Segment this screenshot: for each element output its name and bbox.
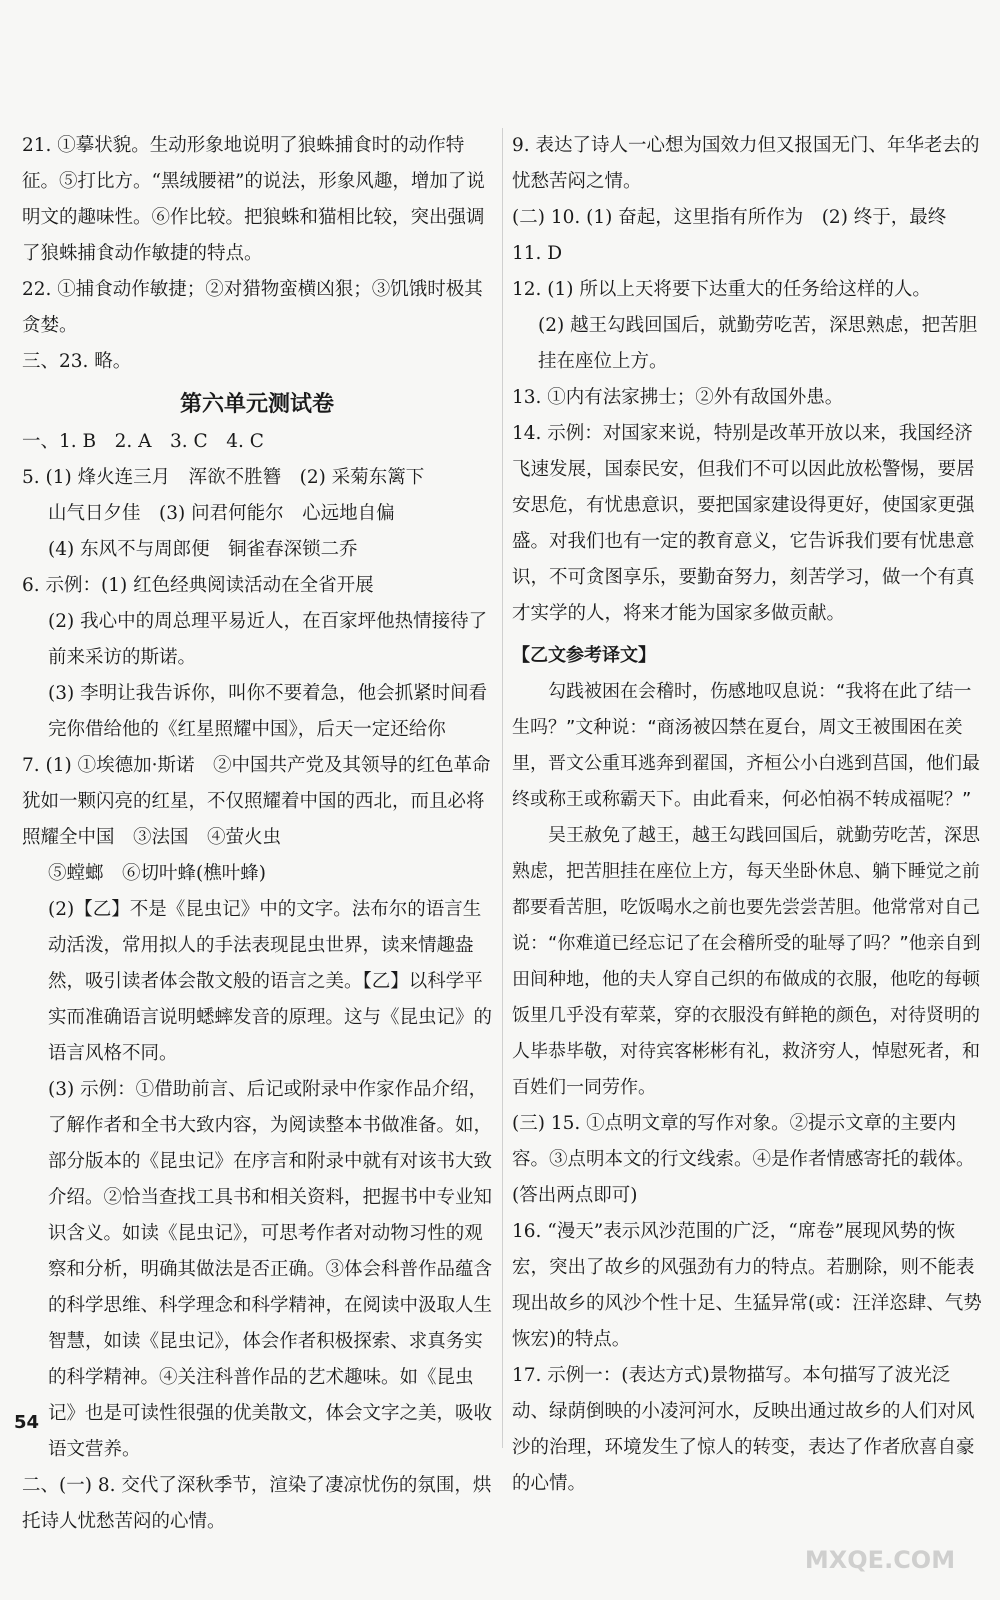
translation-paragraph-2: 吴王赦免了越王，越王勾践回国后，就勤劳吃苦，深思熟虑，把苦胆挂在座位上方，每天坐卧休息、躺下睡觉之前都要看苦胆，吃饭喝水之前也要先尝尝苦胆。他常常对自己说：“你难道已经忘记了在会稽所受的耻辱了吗？”他亲自到田间种地，他的夫人穿自己织的布做成的衣服，他吃的每顿饭里几乎没有荤菜，穿的衣服没有鲜艳的颜色，对待贤明的人毕恭毕敬，对待宾客彬彬有礼，救济穷人，悼慰死者，和百姓们一同劳作。	[512, 825, 981, 1098]
answer-7-1: 7. (1) ①埃德加·斯诺 ②中国共产党及其领导的红色革命犹如一颗闪亮的红星，不仅照耀着中国的西北，而且必将照耀全中国 ③法国 ④萤火虫	[22, 755, 491, 848]
watermark-logo	[780, 1490, 980, 1580]
answer-11: 11. D	[512, 243, 563, 264]
answer-15: (三) 15. ①点明文章的写作对象。②提示文章的主要内容。③点明本文的行文线索。④是作者情感寄托的载体。(答出两点即可)	[512, 1113, 975, 1206]
answer-14: 14. 示例：对国家来说，特别是改革开放以来，我国经济飞速发展，国泰民安，但我们不可以因此放松警惕，要居安思危，有忧患意识，要把国家建设得更好，使国家更强盛。对我们也有一定的教育意义，它告诉我们要有忧患意识，不可贪图享乐，要勤奋努力，刻苦学习，做一个有真才实学的人，将来才能为国家多做贡献。	[512, 423, 975, 624]
answer-8: 二、(一) 8. 交代了深秋季节，渲染了凄凉忧伤的氛围，烘托诗人忧愁苦闷的心情。	[22, 1475, 492, 1532]
answer-7-1b: ⑤螳螂 ⑥切叶蜂(樵叶蜂)	[48, 863, 266, 884]
answer-1-4: 一、1. B 2. A 3. C 4. C	[22, 431, 264, 452]
answer-7-2: (2)【乙】不是《昆虫记》中的文字。法布尔的语言生动活泼，常用拟人的手法表现昆虫世界，读来情趣盎然，吸引读者体会散文般的语言之美。【乙】以科学平实而准确语言说明蟋蟀发音的原理。这与《昆虫记》的语言风格不同。	[48, 899, 493, 1064]
left-column	[22, 128, 492, 1540]
answer-5-a: 5. (1) 烽火连三月 浑欲不胜簪 (2) 采菊东篱下	[22, 467, 425, 488]
answer-16: 16. “漫天”表示风沙范围的广泛，“席卷”展现风势的恢宏，突出了故乡的风强劲有力的特点。若删除，则不能表现出故乡的风沙个性十足、生猛异常(或：汪洋恣肆、气势恢宏)的特点。	[512, 1221, 982, 1350]
translation-paragraph-1: 勾践被困在会稽时，伤感地叹息说：“我将在此了结一生吗？”文种说：“商汤被囚禁在夏台，周文王被围困在羑里，晋文公重耳逃奔到翟国，齐桓公小白逃到莒国，他们最终或称王或称霸天下。由此看来，何必怕祸不转成福呢？”	[512, 681, 980, 810]
section-heading: 第六单元测试卷	[179, 391, 334, 417]
answer-9: 9. 表达了诗人一心想为国效力但又报国无门、年华老去的忧愁苦闷之情。	[512, 135, 980, 192]
answer-6-1: 6. 示例：(1) 红色经典阅读活动在全省开展	[22, 575, 374, 596]
column-divider	[502, 128, 503, 1448]
answer-7-3: (3) 示例：①借助前言、后记或附录中作家作品介绍，了解作者和全书大致内容，为阅读整本书做准备。如，部分版本的《昆虫记》在序言和附录中就有对该书大致介绍。②恰当查找工具书和相关资料，把握书中专业知识含义。如读《昆虫记》，可思考作者对动物习性的观察和分析，明确其做法是否正确。③体会科普作品蕴含的科学思维、科学理念和科学精神，在阅读中汲取人生智慧，如读《昆虫记》，体会作者积极探索、求真务实的科学精神。④关注科普作品的艺术趣味。如《昆虫记》也是可读性很强的优美散文，体会文字之美，吸收语文营养。	[48, 1079, 493, 1460]
answer-6-3: (3) 李明让我告诉你，叫你不要着急，他会抓紧时间看完你借给他的《红星照耀中国》，后天一定还给你	[48, 683, 488, 740]
answer-13: 13. ①内有法家拂士；②外有敌国外患。	[512, 387, 844, 408]
page-number: 54	[14, 1412, 40, 1433]
answer-5-c: (4) 东风不与周郎便 铜雀春深锁二乔	[48, 539, 358, 560]
answer-12-1: 12. (1) 所以上天将要下达重大的任务给这样的人。	[512, 279, 931, 300]
right-column	[512, 128, 982, 1502]
answer-17: 17. 示例一：(表达方式)景物描写。本句描写了波光泛动、绿荫倒映的小凌河河水，反映出通过故乡的人们对风沙的治理，环境发生了惊人的转变，表达了作者欣喜自豪的心情。	[512, 1365, 975, 1494]
watermark-text: MXQE.COM	[804, 1546, 956, 1574]
answer-23: 三、23. 略。	[22, 351, 132, 372]
answer-5-b: 山气日夕佳 (3) 问君何能尔 心远地自偏	[48, 503, 395, 524]
answer-22: 22. ①捕食动作敏捷；②对猎物蛮横凶狠；③饥饿时极其贪婪。	[22, 279, 483, 336]
answer-6-2: (2) 我心中的周总理平易近人，在百家坪他热情接待了前来采访的斯诺。	[48, 611, 488, 668]
translation-title: 【乙文参考译文】	[512, 645, 656, 666]
answer-12-2: (2) 越王勾践回国后，就勤劳吃苦，深思熟虑，把苦胆挂在座位上方。	[538, 315, 978, 372]
answer-10: (二) 10. (1) 奋起，这里指有所作为 (2) 终于，最终	[512, 207, 947, 228]
answer-21: 21. ①摹状貌。生动形象地说明了狼蛛捕食时的动作特征。⑤打比方。“黑绒腰裙”的说法，形象风趣，增加了说明文的趣味性。⑥作比较。把狼蛛和猫相比较，突出强调了狼蛛捕食动作敏捷的特点。	[22, 135, 485, 264]
